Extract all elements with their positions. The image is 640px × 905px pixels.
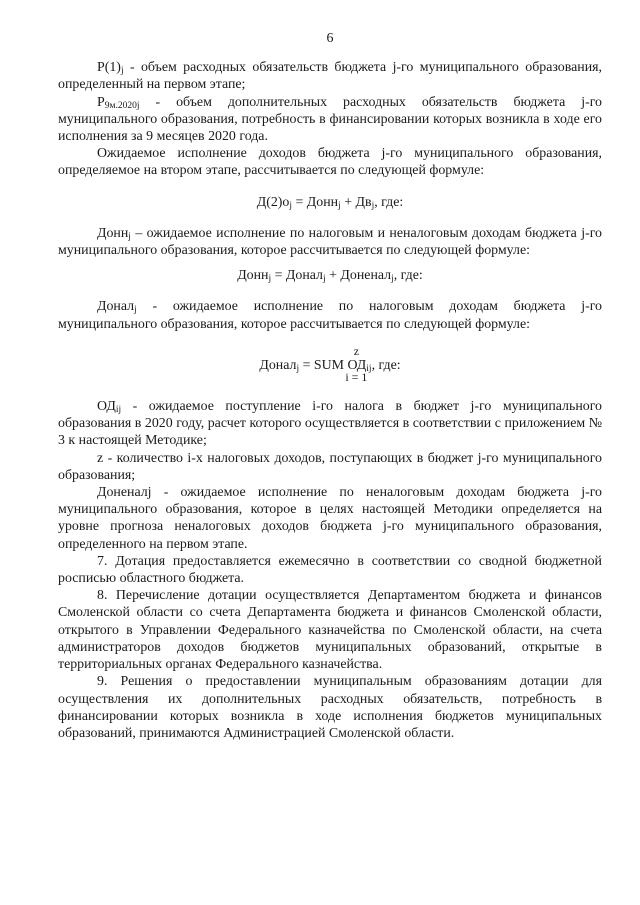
symbol-p6: ОД xyxy=(97,399,116,415)
subscript-p1: j xyxy=(120,66,124,77)
formula-2 xyxy=(58,267,602,284)
formula-2-part-c: + Доненал xyxy=(325,268,392,284)
formula-2-part-a: Донн xyxy=(237,268,269,284)
subscript-p4: j xyxy=(128,231,131,242)
formula-1-part-b: = Донн xyxy=(292,194,339,210)
formula-3-lower-limit: i = 1 xyxy=(345,369,368,384)
symbol-p1: P(1) xyxy=(97,60,121,76)
formula-2-part-b: = Донал xyxy=(271,268,323,284)
formula-1-sub-b: j xyxy=(338,200,341,211)
text-p5: - ожидаемое исполнение по налоговым доходам бюджета j-го муниципального образования, которое рассчитывается по следующей формуле: xyxy=(58,299,602,332)
formula-2-sub-c: j xyxy=(391,274,394,285)
symbol-p4: Донн xyxy=(97,225,129,241)
formula-3-sub-a: j xyxy=(296,363,300,374)
formula-1-part-c: + Дв xyxy=(340,194,372,210)
symbol-p2: P xyxy=(97,94,105,110)
paragraph-p1 xyxy=(58,59,602,93)
subscript-p2: 9м.2020j xyxy=(104,100,140,111)
formula-1-part-d: , где: xyxy=(374,194,404,210)
formula-3-part-a: Донал xyxy=(259,357,297,373)
text-p6: - ожидаемое поступление i-го налога в бюджет j-го муниципального образования в 2020 году, расчет которого осуществляется в соответствии с приложением № 3 к настоящей Методике; xyxy=(58,399,602,449)
text-p2: - объем дополнительных расходных обязательств бюджета j-го муниципального образования, потребность в финансировании которых возникла в ходе его исполнения за 9 месяцев 2020 года. xyxy=(58,94,602,145)
paragraph-p8: Доненалj - ожидаемое исполнение по неналоговым доходам бюджета j-го муниципального образования, которое в целях настоящей Методики определяется на уровне прогноза неналоговых доходов бюджета j-го муниципального образования, определенного на первом этапе. xyxy=(58,485,602,552)
paragraph-p3: Ожидаемое исполнение доходов бюджета j-го муниципального образования, определяемое на втором этапе, рассчитывается по следующей формуле: xyxy=(58,146,602,179)
formula-1 xyxy=(58,194,602,211)
formula-3-line xyxy=(259,343,400,386)
formula-1-sub-c: j xyxy=(371,200,375,211)
formula-3-sub-b: ij xyxy=(366,363,372,374)
formula-3-part-c: , где: xyxy=(371,357,401,373)
paragraph-p10: 8. Перечисление дотации осуществляется Департаментом бюджета и финансов Смоленской области со счета Департамента бюджета и финансов Смоленской области, открытого в Управлении Федерального казначейства по Смоленской области, на счета администраторов доходов бюджетов муниципальных образований, открытые в территориальных органах Федерального казначейства. xyxy=(58,588,602,673)
paragraph-p11: 9. Решения о предоставлении муниципальным образованиям дотации для осуществления их дополнительных расходных обязательств, потребность в финансировании которых возникла в ходе исполнения бюджетов муниципальных образований, принимаются Администрацией Смоленской области. xyxy=(58,674,602,741)
formula-1-sub-a: j xyxy=(289,200,293,211)
paragraph-p6 xyxy=(58,398,602,450)
text-p4: – ожидаемое исполнение по налоговым и неналоговым доходам бюджета j-го муниципального образования, которое рассчитывается по следующей формуле: xyxy=(58,225,602,259)
paragraph-p5 xyxy=(58,298,602,332)
formula-2-part-d: , где: xyxy=(393,268,423,284)
page-number: 6 xyxy=(326,31,334,46)
formula-1-part-a: Д(2)о xyxy=(256,194,290,210)
paragraph-p2 xyxy=(58,94,602,146)
paragraph-p4 xyxy=(58,225,602,259)
formula-3-part-b: = SUM ОД xyxy=(299,357,367,373)
text-p1: - объем расходных обязательств бюджета j-го муниципального образования, определенный на первом этапе; xyxy=(58,60,602,93)
subscript-p6: ij xyxy=(115,405,122,416)
paragraph-p9: 7. Дотация предоставляется ежемесячно в соответствии со сводной бюджетной росписью областного бюджета. xyxy=(58,553,602,587)
formula-2-sub-b: j xyxy=(323,274,326,285)
formula-2-sub-a: j xyxy=(268,274,272,285)
formula-3 xyxy=(58,343,602,386)
formula-3-upper-limit: z xyxy=(353,343,360,358)
subscript-p5: j xyxy=(134,305,137,316)
paragraph-p7: z - количество i-х налоговых доходов, поступающих в бюджет j-го муниципального образования; xyxy=(58,450,602,483)
symbol-p5: Донал xyxy=(97,299,135,315)
